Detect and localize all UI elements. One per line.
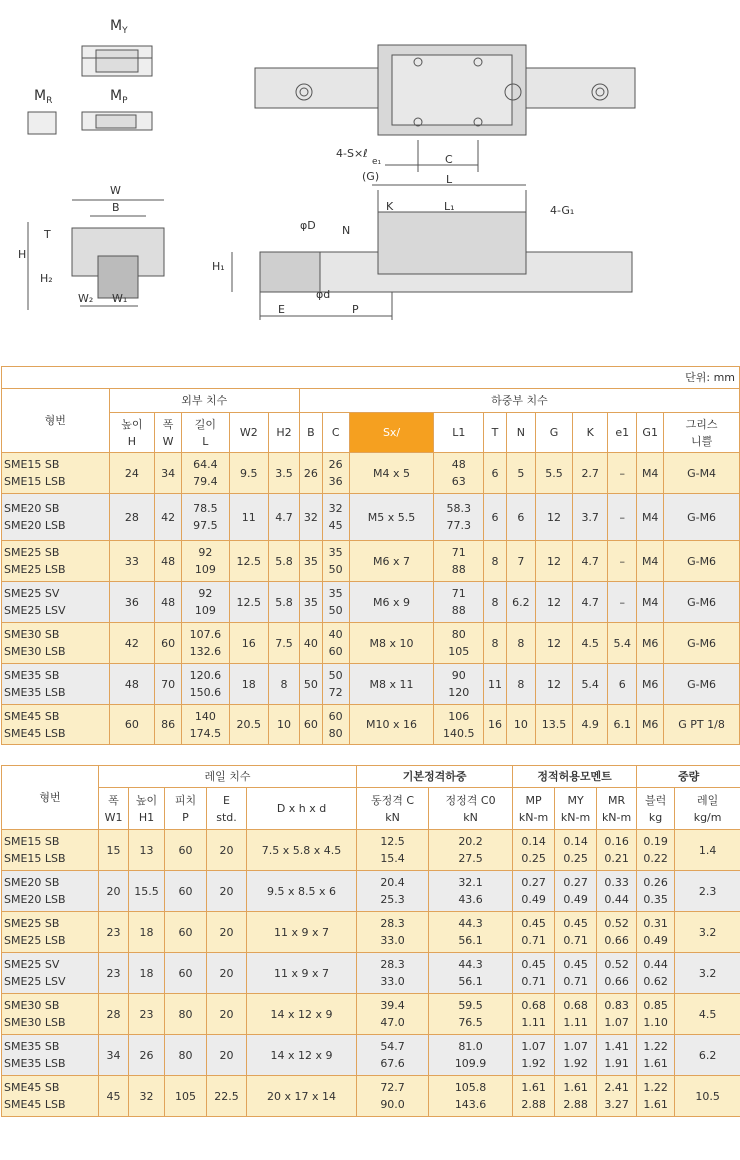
cell-N: 5: [506, 453, 535, 494]
cell-P: 105: [165, 1076, 207, 1117]
cell-rail: 3.2: [675, 953, 740, 994]
cell-G1: M4: [637, 541, 664, 582]
cell-P: 60: [165, 830, 207, 871]
cell-MP: 0.68 1.11: [513, 994, 555, 1035]
col-H1: 높이 H1: [129, 788, 165, 830]
cell-Sx: M4 x 5: [349, 453, 434, 494]
cell-D: 20 x 17 x 14: [247, 1076, 357, 1117]
cell-MR: 0.52 0.66: [597, 953, 637, 994]
cell-W: 42: [155, 494, 182, 541]
col-H: 높이 H: [109, 413, 155, 453]
col-dynamic-C: 동정격 C kN: [357, 788, 429, 830]
cell-K: 4.7: [573, 541, 608, 582]
col-B: B: [299, 413, 322, 453]
cell-G: 13.5: [535, 705, 572, 745]
cell-C0: 81.0 109.9: [429, 1035, 513, 1076]
table-row: [2, 664, 740, 705]
cell-P: 80: [165, 994, 207, 1035]
table-row: [2, 453, 740, 494]
label-phid-upper: φD: [300, 219, 316, 232]
cell-MR: 2.41 3.27: [597, 1076, 637, 1117]
cell-G1: M4: [637, 494, 664, 541]
label-h: H: [18, 248, 27, 261]
cell-block: 1.22 1.61: [637, 1035, 675, 1076]
cell-MY: 1.61 2.88: [555, 1076, 597, 1117]
cell-H: 60: [109, 705, 155, 745]
cell-G1: M6: [637, 623, 664, 664]
cell-W1: 34: [99, 1035, 129, 1076]
column-headers-2: [2, 788, 740, 830]
cell-C: 40 60: [322, 623, 349, 664]
cell-rail: 6.2: [675, 1035, 740, 1076]
cell-C: 12.5 15.4: [357, 830, 429, 871]
cell-H2: 8: [268, 664, 299, 705]
cell-rail: 10.5: [675, 1076, 740, 1117]
cell-block: 0.44 0.62: [637, 953, 675, 994]
cell-K: 4.9: [573, 705, 608, 745]
cell-L: 92 109: [182, 541, 230, 582]
col-Sx: Sx/: [349, 413, 434, 453]
cell-W1: 20: [99, 871, 129, 912]
cell-C: 54.7 67.6: [357, 1035, 429, 1076]
cell-MR: 0.83 1.07: [597, 994, 637, 1035]
cell-L: 120.6 150.6: [182, 664, 230, 705]
cell-MP: 1.61 2.88: [513, 1076, 555, 1117]
label-g: (G): [362, 170, 380, 183]
label-phid-lower: φd: [316, 288, 331, 301]
model-cell: SME25 SB SME25 LSB: [2, 912, 99, 953]
cell-grease: G-M4: [664, 453, 740, 494]
label-l: L: [446, 173, 453, 186]
cell-W1: 28: [99, 994, 129, 1035]
cell-W1: 45: [99, 1076, 129, 1117]
cell-H1: 13: [129, 830, 165, 871]
table-row: [2, 953, 740, 994]
outer-dimensions-header: 외부 치수: [109, 389, 299, 413]
cell-W1: 23: [99, 953, 129, 994]
cell-H1: 26: [129, 1035, 165, 1076]
model-cell: SME25 SB SME25 LSB: [2, 541, 110, 582]
cell-L: 78.5 97.5: [182, 494, 230, 541]
model-cell: SME30 SB SME30 LSB: [2, 994, 99, 1035]
cell-E: 20: [207, 830, 247, 871]
cell-Sx: M10 x 16: [349, 705, 434, 745]
col-MY: MY kN-m: [555, 788, 597, 830]
cell-C0: 44.3 56.1: [429, 953, 513, 994]
cell-Sx: M6 x 9: [349, 582, 434, 623]
load-dimensions-header: 하중부 치수: [299, 389, 739, 413]
cell-Sx: M8 x 10: [349, 623, 434, 664]
basic-load-header: 기본정격하중: [357, 766, 513, 788]
label-mp: $M_P$: [110, 88, 128, 106]
col-P: 피치 P: [165, 788, 207, 830]
model-header-2: 형번: [2, 766, 99, 830]
cell-H: 42: [109, 623, 155, 664]
cell-B: 35: [299, 541, 322, 582]
cell-L1: 71 88: [434, 541, 484, 582]
col-H2: H2: [268, 413, 299, 453]
cell-W: 86: [155, 705, 182, 745]
cell-N: 6.2: [506, 582, 535, 623]
cell-B: 50: [299, 664, 322, 705]
label-h1: H₁: [212, 260, 225, 273]
model-cell: SME45 SB SME45 LSB: [2, 1076, 99, 1117]
cell-grease: G-M6: [664, 664, 740, 705]
cell-C: 72.7 90.0: [357, 1076, 429, 1117]
cell-E: 20: [207, 953, 247, 994]
column-headers: [2, 413, 740, 453]
weight-header: 중량: [637, 766, 740, 788]
col-Dhd: D x h x d: [247, 788, 357, 830]
cell-block: 0.31 0.49: [637, 912, 675, 953]
cell-C: 50 72: [322, 664, 349, 705]
cell-H1: 32: [129, 1076, 165, 1117]
label-g1: 4-G₁: [550, 204, 575, 217]
cell-W1: 15: [99, 830, 129, 871]
cell-N: 8: [506, 664, 535, 705]
table-row: [2, 494, 740, 541]
table-row: [2, 871, 740, 912]
cell-C0: 44.3 56.1: [429, 912, 513, 953]
cell-B: 32: [299, 494, 322, 541]
cell-MY: 1.07 1.92: [555, 1035, 597, 1076]
label-my: $M_Y$: [110, 18, 128, 36]
table-row: [2, 623, 740, 664]
col-e1: e1: [608, 413, 637, 453]
cell-e1: 6: [608, 664, 637, 705]
table-row: [2, 1076, 740, 1117]
cell-C: 60 80: [322, 705, 349, 745]
model-cell: SME20 SB SME20 LSB: [2, 871, 99, 912]
cell-G1: M6: [637, 664, 664, 705]
cell-C0: 59.5 76.5: [429, 994, 513, 1035]
cell-E: 20: [207, 871, 247, 912]
cell-G: 12: [535, 623, 572, 664]
cell-rail: 3.2: [675, 912, 740, 953]
cell-L1: 80 105: [434, 623, 484, 664]
col-L1: L1: [434, 413, 484, 453]
cell-block: 0.26 0.35: [637, 871, 675, 912]
model-cell: SME20 SB SME20 LSB: [2, 494, 110, 541]
model-cell: SME25 SV SME25 LSV: [2, 953, 99, 994]
model-cell: SME15 SB SME15 LSB: [2, 830, 99, 871]
label-h2: H₂: [40, 272, 53, 285]
cell-H2: 5.8: [268, 582, 299, 623]
model-header: 형번: [2, 389, 110, 453]
cell-B: 40: [299, 623, 322, 664]
cell-H: 48: [109, 664, 155, 705]
cell-Sx: M6 x 7: [349, 541, 434, 582]
cell-D: 11 x 9 x 7: [247, 953, 357, 994]
cell-W1: 23: [99, 912, 129, 953]
cell-K: 4.5: [573, 623, 608, 664]
cell-rail: 4.5: [675, 994, 740, 1035]
cell-G1: M6: [637, 705, 664, 745]
cell-C: 20.4 25.3: [357, 871, 429, 912]
col-W2: W2: [229, 413, 268, 453]
model-cell: SME35 SB SME35 LSB: [2, 1035, 99, 1076]
cell-H1: 23: [129, 994, 165, 1035]
cell-MP: 0.45 0.71: [513, 912, 555, 953]
col-G: G: [535, 413, 572, 453]
cell-block: 0.19 0.22: [637, 830, 675, 871]
cell-T: 11: [484, 664, 507, 705]
label-b: B: [112, 201, 120, 214]
cell-K: 4.7: [573, 582, 608, 623]
col-T: T: [484, 413, 507, 453]
cell-D: 9.5 x 8.5 x 6: [247, 871, 357, 912]
cell-H: 28: [109, 494, 155, 541]
cell-C: 39.4 47.0: [357, 994, 429, 1035]
cell-G: 12: [535, 582, 572, 623]
col-W: 폭 W: [155, 413, 182, 453]
cell-W2: 16: [229, 623, 268, 664]
cell-C: 26 36: [322, 453, 349, 494]
rail-dimensions-header: 레일 치수: [99, 766, 357, 788]
col-MR: MR kN-m: [597, 788, 637, 830]
block-side-view: [378, 212, 526, 274]
cell-L1: 106 140.5: [434, 705, 484, 745]
cell-H2: 10: [268, 705, 299, 745]
unit-label: 단위: mm: [2, 367, 740, 389]
cell-W: 48: [155, 541, 182, 582]
cell-W2: 11: [229, 494, 268, 541]
cell-T: 8: [484, 541, 507, 582]
col-W1: 폭 W1: [99, 788, 129, 830]
cell-P: 60: [165, 871, 207, 912]
cell-E: 20: [207, 994, 247, 1035]
cell-C0: 32.1 43.6: [429, 871, 513, 912]
cell-MP: 0.14 0.25: [513, 830, 555, 871]
cell-N: 6: [506, 494, 535, 541]
cell-H1: 15.5: [129, 871, 165, 912]
label-n: N: [342, 224, 351, 237]
cell-grease: G PT 1/8: [664, 705, 740, 745]
mr-icon-block: [28, 112, 56, 134]
cell-W2: 9.5: [229, 453, 268, 494]
cell-E: 20: [207, 1035, 247, 1076]
table-row: [2, 582, 740, 623]
cell-K: 3.7: [573, 494, 608, 541]
cell-C: 35 50: [322, 541, 349, 582]
label-w: W: [110, 184, 121, 197]
label-c: C: [445, 153, 453, 166]
cell-MY: 0.27 0.49: [555, 871, 597, 912]
cell-H: 33: [109, 541, 155, 582]
cell-C0: 105.8 143.6: [429, 1076, 513, 1117]
cell-D: 14 x 12 x 9: [247, 1035, 357, 1076]
cell-P: 60: [165, 953, 207, 994]
cell-C: 35 50: [322, 582, 349, 623]
cell-G: 5.5: [535, 453, 572, 494]
cell-D: 11 x 9 x 7: [247, 912, 357, 953]
cell-MR: 0.16 0.21: [597, 830, 637, 871]
cell-MR: 0.33 0.44: [597, 871, 637, 912]
cell-MR: 1.41 1.91: [597, 1035, 637, 1076]
cell-L: 107.6 132.6: [182, 623, 230, 664]
cell-H2: 4.7: [268, 494, 299, 541]
cell-D: 14 x 12 x 9: [247, 994, 357, 1035]
cell-L1: 71 88: [434, 582, 484, 623]
cell-G: 12: [535, 541, 572, 582]
cell-P: 60: [165, 912, 207, 953]
cell-MY: 0.45 0.71: [555, 953, 597, 994]
label-mr: $M_R$: [34, 88, 53, 106]
cell-G1: M4: [637, 582, 664, 623]
cell-MP: 0.27 0.49: [513, 871, 555, 912]
label-p: P: [352, 303, 359, 316]
cell-H2: 3.5: [268, 453, 299, 494]
cell-H2: 5.8: [268, 541, 299, 582]
cell-L1: 48 63: [434, 453, 484, 494]
label-l1: L₁: [444, 200, 455, 213]
cell-C0: 20.2 27.5: [429, 830, 513, 871]
cell-N: 8: [506, 623, 535, 664]
cell-C: 28.3 33.0: [357, 912, 429, 953]
cell-K: 2.7: [573, 453, 608, 494]
cell-rail: 1.4: [675, 830, 740, 871]
cell-T: 8: [484, 623, 507, 664]
rail-and-load-table: [1, 765, 740, 1117]
table-row: [2, 1035, 740, 1076]
cell-G: 12: [535, 664, 572, 705]
cell-H1: 18: [129, 953, 165, 994]
cell-block: 1.22 1.61: [637, 1076, 675, 1117]
cell-P: 80: [165, 1035, 207, 1076]
table-row: [2, 705, 740, 745]
cell-grease: G-M6: [664, 494, 740, 541]
col-E: E std.: [207, 788, 247, 830]
cell-L1: 90 120: [434, 664, 484, 705]
model-cell: SME35 SB SME35 LSB: [2, 664, 110, 705]
cell-B: 60: [299, 705, 322, 745]
table-row: [2, 912, 740, 953]
cell-C: 28.3 33.0: [357, 953, 429, 994]
model-cell: SME25 SV SME25 LSV: [2, 582, 110, 623]
cell-T: 8: [484, 582, 507, 623]
cell-E: 22.5: [207, 1076, 247, 1117]
cell-L: 92 109: [182, 582, 230, 623]
model-cell: SME45 SB SME45 LSB: [2, 705, 110, 745]
block-dimensions-table: [1, 366, 740, 745]
table-row: [2, 994, 740, 1035]
cell-D: 7.5 x 5.8 x 4.5: [247, 830, 357, 871]
cell-block: 0.85 1.10: [637, 994, 675, 1035]
cell-K: 5.4: [573, 664, 608, 705]
col-rail-weight: 레일 kg/m: [675, 788, 740, 830]
cell-H: 36: [109, 582, 155, 623]
cell-G: 12: [535, 494, 572, 541]
cell-W2: 12.5: [229, 582, 268, 623]
cell-MP: 1.07 1.92: [513, 1035, 555, 1076]
cell-MY: 0.14 0.25: [555, 830, 597, 871]
col-block-weight: 블럭 kg: [637, 788, 675, 830]
cell-Sx: M5 x 5.5: [349, 494, 434, 541]
cell-H2: 7.5: [268, 623, 299, 664]
col-K: K: [573, 413, 608, 453]
model-cell: SME15 SB SME15 LSB: [2, 453, 110, 494]
col-C: C: [322, 413, 349, 453]
cell-T: 6: [484, 494, 507, 541]
cell-e1: –: [608, 453, 637, 494]
cell-grease: G-M6: [664, 623, 740, 664]
cell-MR: 0.52 0.66: [597, 912, 637, 953]
cell-T: 6: [484, 453, 507, 494]
cell-e1: –: [608, 494, 637, 541]
label-w1: W₁: [112, 292, 128, 305]
cell-Sx: M8 x 11: [349, 664, 434, 705]
model-cell: SME30 SB SME30 LSB: [2, 623, 110, 664]
col-MP: MP kN-m: [513, 788, 555, 830]
cell-H1: 18: [129, 912, 165, 953]
table-row: [2, 541, 740, 582]
technical-drawing: [0, 0, 740, 360]
cell-rail: 2.3: [675, 871, 740, 912]
label-e1: e₁: [372, 157, 382, 167]
cell-G1: M4: [637, 453, 664, 494]
cell-W: 48: [155, 582, 182, 623]
cell-C: 32 45: [322, 494, 349, 541]
cell-L: 140 174.5: [182, 705, 230, 745]
cell-e1: 6.1: [608, 705, 637, 745]
cell-grease: G-M6: [664, 541, 740, 582]
col-G1: G1: [637, 413, 664, 453]
cell-E: 20: [207, 912, 247, 953]
cell-W2: 12.5: [229, 541, 268, 582]
cell-W2: 20.5: [229, 705, 268, 745]
col-L: 길이 L: [182, 413, 230, 453]
label-sxl: 4-S×ℓ: [336, 147, 368, 160]
cell-N: 10: [506, 705, 535, 745]
label-k: K: [386, 200, 394, 213]
col-N: N: [506, 413, 535, 453]
table-row: [2, 830, 740, 871]
cell-N: 7: [506, 541, 535, 582]
cell-e1: –: [608, 582, 637, 623]
cell-MP: 0.45 0.71: [513, 953, 555, 994]
cell-L: 64.4 79.4: [182, 453, 230, 494]
cell-T: 16: [484, 705, 507, 745]
cell-L1: 58.3 77.3: [434, 494, 484, 541]
cell-e1: 5.4: [608, 623, 637, 664]
cell-W2: 18: [229, 664, 268, 705]
label-e: E: [278, 303, 285, 316]
static-moment-header: 정적허용모멘트: [513, 766, 637, 788]
col-static-C0: 정정격 C0 kN: [429, 788, 513, 830]
col-grease: 그리스 니쁠: [664, 413, 740, 453]
cell-W: 60: [155, 623, 182, 664]
cell-MY: 0.68 1.11: [555, 994, 597, 1035]
cell-e1: –: [608, 541, 637, 582]
cell-W: 34: [155, 453, 182, 494]
cell-W: 70: [155, 664, 182, 705]
cell-B: 26: [299, 453, 322, 494]
label-w2: W₂: [78, 292, 94, 305]
cell-H: 24: [109, 453, 155, 494]
label-t: T: [44, 228, 51, 241]
cell-MY: 0.45 0.71: [555, 912, 597, 953]
cell-B: 35: [299, 582, 322, 623]
cell-grease: G-M6: [664, 582, 740, 623]
